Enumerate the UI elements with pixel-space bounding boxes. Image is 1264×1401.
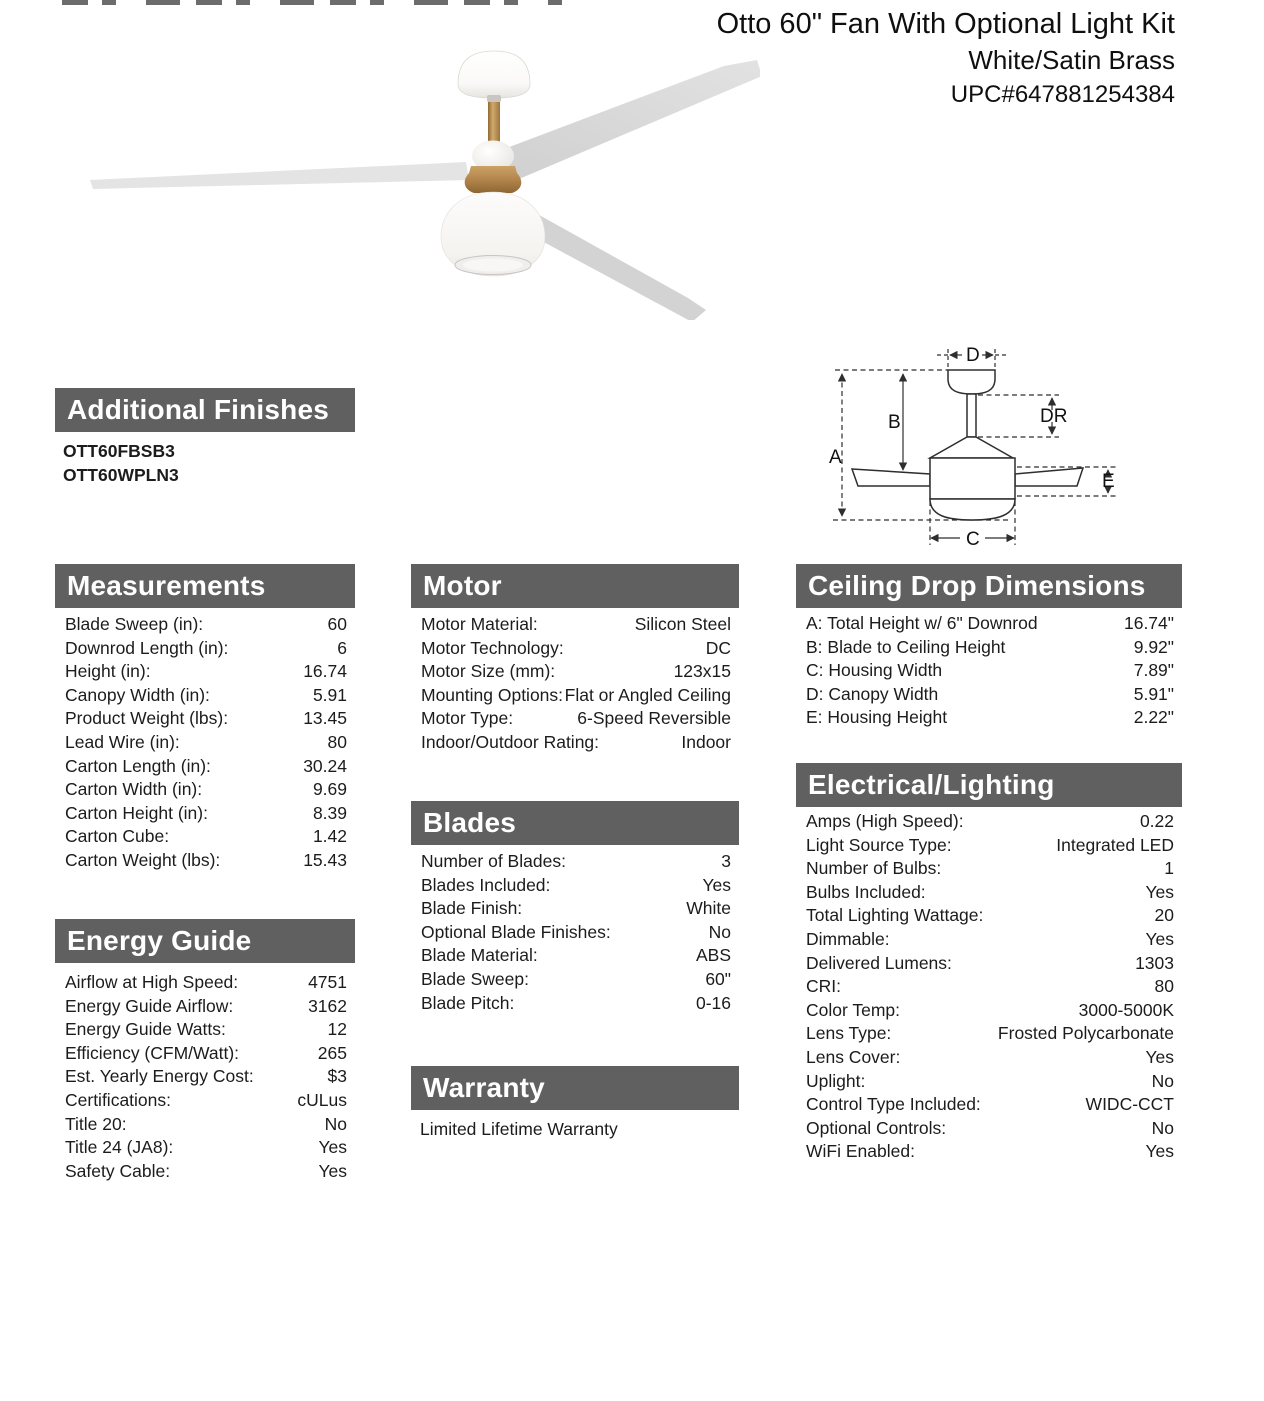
spec-row	[411, 613, 739, 637]
warranty-section	[411, 1066, 739, 1140]
spec-row	[796, 1093, 1182, 1117]
spec-row	[796, 857, 1182, 881]
spec-row	[55, 637, 355, 661]
spec-value: 0.22	[1139, 811, 1174, 831]
diagram-label-dr: DR	[1040, 406, 1068, 427]
spec-row	[411, 992, 739, 1016]
spec-value: Integrated LED	[1056, 834, 1174, 855]
spec-value: Yes	[1145, 1046, 1174, 1067]
spec-value: 6-Speed Reversible	[577, 708, 731, 729]
spec-value: White	[686, 898, 731, 919]
additional-finishes-section	[55, 388, 355, 487]
product-title: Otto 60" Fan With Optional Light Kit	[716, 8, 1175, 40]
spec-value: ABS	[695, 945, 731, 966]
spec-label: Color Temp:	[806, 999, 901, 1020]
spec-label: Blades Included:	[421, 874, 551, 895]
spec-row	[796, 659, 1182, 683]
spec-value: 2.22"	[1133, 707, 1174, 728]
spec-label: Blade Material:	[421, 945, 538, 966]
diagram-label-a: A	[829, 447, 842, 468]
spec-value: 5.91"	[1133, 683, 1174, 704]
spec-value: $3	[327, 1066, 347, 1087]
spec-label: Amps (High Speed):	[806, 811, 964, 831]
fan-brass-collar	[465, 166, 522, 193]
section-header-measurements: Measurements	[55, 564, 355, 608]
spec-value: 4751	[308, 972, 347, 992]
spec-value: Frosted Polycarbonate	[997, 1023, 1174, 1044]
finish-model-number: OTT60FBSB3	[63, 441, 175, 461]
spec-label: Product Weight (lbs):	[65, 708, 229, 729]
electrical-lighting-section	[796, 763, 1182, 1164]
spec-value: 3162	[308, 995, 347, 1016]
spec-value: 9.92"	[1133, 636, 1174, 657]
spec-row	[796, 928, 1182, 952]
spec-row	[411, 897, 739, 921]
spec-row	[411, 850, 739, 874]
spec-label: Motor Size (mm):	[421, 661, 556, 682]
clipped-text-fragment	[62, 0, 562, 5]
spec-value: cULus	[297, 1089, 347, 1110]
spec-label: Lens Cover:	[806, 1046, 901, 1067]
ceiling-drop-diagram	[815, 327, 1145, 557]
spec-value: 60"	[705, 968, 731, 989]
spec-label: Blade Pitch:	[421, 992, 515, 1013]
warranty-text: Limited Lifetime Warranty	[420, 1119, 618, 1139]
spec-label: Carton Length (in):	[65, 755, 211, 776]
spec-row	[796, 612, 1182, 636]
spec-value: 16.74	[303, 661, 347, 682]
spec-row	[55, 613, 355, 637]
section-header-additional-finishes: Additional Finishes	[55, 388, 355, 432]
spec-value: 13.45	[303, 708, 347, 729]
spec-row	[55, 755, 355, 779]
spec-label: Lens Type:	[806, 1023, 892, 1044]
spec-value: 12	[327, 1019, 347, 1040]
spec-label: Number of Blades:	[421, 851, 566, 871]
spec-row	[411, 731, 739, 755]
spec-label: Safety Cable:	[65, 1160, 171, 1181]
spec-row	[55, 1160, 355, 1184]
spec-label: Optional Blade Finishes:	[421, 921, 611, 942]
fan-lens-inner	[463, 259, 523, 272]
spec-label: Carton Height (in):	[65, 802, 208, 823]
spec-row	[796, 999, 1182, 1023]
spec-label: C: Housing Width	[806, 660, 943, 681]
spec-label: Optional Controls:	[806, 1117, 947, 1138]
spec-row	[55, 995, 355, 1019]
spec-value: 1	[1164, 858, 1174, 879]
spec-label: Uplight:	[806, 1070, 866, 1091]
spec-value: 3000-5000K	[1078, 999, 1174, 1020]
spec-row	[55, 849, 355, 873]
spec-row	[411, 684, 739, 708]
spec-row	[796, 1117, 1182, 1141]
fan-canopy-neck	[487, 95, 501, 102]
spec-label: Blade Sweep:	[421, 968, 529, 989]
spec-row	[55, 778, 355, 802]
spec-value: Yes	[318, 1137, 347, 1158]
spec-value: Silicon Steel	[634, 614, 731, 634]
spec-label: Number of Bulbs:	[806, 858, 942, 879]
diagram-label-d: D	[966, 345, 980, 366]
spec-row	[55, 731, 355, 755]
spec-label: Light Source Type:	[806, 834, 952, 855]
finish-model-list	[55, 432, 355, 487]
spec-row	[796, 1022, 1182, 1046]
spec-value: 8.39	[312, 802, 347, 823]
spec-label: Title 20:	[65, 1113, 127, 1134]
spec-value: Yes	[1145, 928, 1174, 949]
spec-row	[796, 636, 1182, 660]
spec-value: Flat or Angled Ceiling	[564, 684, 731, 705]
spec-row	[411, 660, 739, 684]
spec-label: E: Housing Height	[806, 707, 948, 728]
spec-row	[796, 1046, 1182, 1070]
spec-value: 80	[327, 731, 347, 752]
diagram-label-b: B	[888, 412, 901, 433]
spec-row	[796, 1070, 1182, 1094]
spec-row	[796, 810, 1182, 834]
spec-label: Total Lighting Wattage:	[806, 905, 984, 926]
spec-value: Yes	[318, 1160, 347, 1181]
spec-row	[796, 1140, 1182, 1164]
spec-label: Dimmable:	[806, 928, 890, 949]
spec-label: Lead Wire (in):	[65, 731, 180, 752]
blades-section	[411, 801, 739, 1015]
spec-label: Height (in):	[65, 661, 151, 682]
spec-value: Yes	[1145, 881, 1174, 902]
spec-label: Delivered Lumens:	[806, 952, 952, 973]
fan-product-image	[60, 40, 760, 320]
spec-row	[55, 1089, 355, 1113]
spec-label: Canopy Width (in):	[65, 684, 210, 705]
finish-model-number: OTT60WPLN3	[63, 465, 179, 485]
spec-value: 265	[317, 1042, 347, 1063]
spec-label: Bulbs Included:	[806, 881, 926, 902]
fan-canopy	[458, 51, 530, 98]
spec-row	[55, 825, 355, 849]
spec-row	[55, 802, 355, 826]
spec-label: Efficiency (CFM/Watt):	[65, 1042, 240, 1063]
spec-value: 6	[337, 637, 347, 658]
section-header-warranty: Warranty	[411, 1066, 739, 1110]
spec-label: A: Total Height w/ 6" Downrod	[806, 613, 1038, 633]
diagram-label-e: E	[1102, 471, 1115, 492]
fan-blade-left	[90, 162, 469, 189]
spec-row	[55, 1042, 355, 1066]
spec-row	[55, 1136, 355, 1160]
measurements-section	[55, 564, 355, 873]
spec-label: Blade Finish:	[421, 898, 523, 919]
spec-value: No	[324, 1113, 347, 1134]
spec-value: 60	[327, 614, 347, 634]
title-block	[717, 5, 1175, 111]
spec-value: 1.42	[312, 826, 347, 847]
spec-value: No	[1151, 1117, 1174, 1138]
spec-label: CRI:	[806, 976, 841, 997]
spec-row	[796, 952, 1182, 976]
spec-row	[411, 874, 739, 898]
diagram-label-c: C	[966, 529, 980, 550]
spec-value: 5.91	[312, 684, 347, 705]
spec-label: Energy Guide Airflow:	[65, 995, 234, 1016]
spec-value: 123x15	[673, 661, 731, 682]
spec-value: 20	[1154, 905, 1174, 926]
spec-label: Mounting Options:	[421, 684, 564, 705]
ceiling-drop-dimensions-section	[796, 564, 1182, 730]
spec-value: DC	[705, 637, 731, 658]
spec-row	[411, 637, 739, 661]
spec-label: Est. Yearly Energy Cost:	[65, 1066, 254, 1087]
spec-value: 30.24	[303, 755, 347, 776]
spec-value: 9.69	[312, 779, 347, 800]
spec-label: D: Canopy Width	[806, 683, 939, 704]
section-header-ceiling-drop: Ceiling Drop Dimensions	[796, 564, 1182, 608]
spec-row	[55, 971, 355, 995]
spec-value: 15.43	[303, 849, 347, 870]
spec-row	[55, 1113, 355, 1137]
spec-row	[55, 660, 355, 684]
spec-row	[796, 904, 1182, 928]
spec-row	[796, 834, 1182, 858]
spec-value: 3	[721, 851, 731, 871]
spec-label: Control Type Included:	[806, 1094, 981, 1115]
spec-label: B: Blade to Ceiling Height	[806, 636, 1006, 657]
spec-row	[796, 683, 1182, 707]
spec-label: Title 24 (JA8):	[65, 1137, 174, 1158]
spec-value: 80	[1154, 976, 1174, 997]
motor-section	[411, 564, 739, 755]
spec-value: 0-16	[695, 992, 731, 1013]
spec-label: Downrod Length (in):	[65, 637, 229, 658]
product-upc: UPC#647881254384	[950, 81, 1175, 108]
spec-value: 16.74"	[1123, 613, 1174, 633]
spec-label: Motor Material:	[421, 614, 538, 634]
spec-row	[55, 684, 355, 708]
spec-row	[411, 944, 739, 968]
spec-label: Motor Technology:	[421, 637, 564, 658]
spec-label: Carton Weight (lbs):	[65, 849, 221, 870]
spec-label: Indoor/Outdoor Rating:	[421, 731, 600, 752]
section-header-blades: Blades	[411, 801, 739, 845]
spec-row	[796, 881, 1182, 905]
spec-value: No	[708, 921, 731, 942]
spec-row	[55, 1018, 355, 1042]
spec-value: WIDC-CCT	[1085, 1094, 1174, 1115]
spec-row	[411, 707, 739, 731]
spec-value: 1303	[1135, 952, 1174, 973]
spec-value: No	[1151, 1070, 1174, 1091]
spec-row	[796, 706, 1182, 730]
spec-row	[796, 975, 1182, 999]
spec-value: Indoor	[681, 731, 731, 752]
spec-row	[411, 921, 739, 945]
spec-label: Carton Cube:	[65, 826, 170, 847]
spec-label: WiFi Enabled:	[806, 1141, 915, 1162]
spec-label: Motor Type:	[421, 708, 514, 729]
spec-label: Energy Guide Watts:	[65, 1019, 226, 1040]
section-header-electrical: Electrical/Lighting	[796, 763, 1182, 807]
spec-label: Airflow at High Speed:	[65, 972, 239, 992]
product-finish: White/Satin Brass	[968, 45, 1175, 75]
spec-value: 7.89"	[1133, 660, 1174, 681]
spec-row	[55, 707, 355, 731]
spec-value: Yes	[1145, 1141, 1174, 1162]
spec-label: Carton Width (in):	[65, 779, 203, 800]
spec-label: Certifications:	[65, 1089, 172, 1110]
energy-guide-section	[55, 919, 355, 1183]
spec-row	[55, 1065, 355, 1089]
section-header-motor: Motor	[411, 564, 739, 608]
spec-value: Yes	[702, 874, 731, 895]
spec-row	[411, 968, 739, 992]
spec-label: Blade Sweep (in):	[65, 614, 204, 634]
section-header-energy-guide: Energy Guide	[55, 919, 355, 963]
